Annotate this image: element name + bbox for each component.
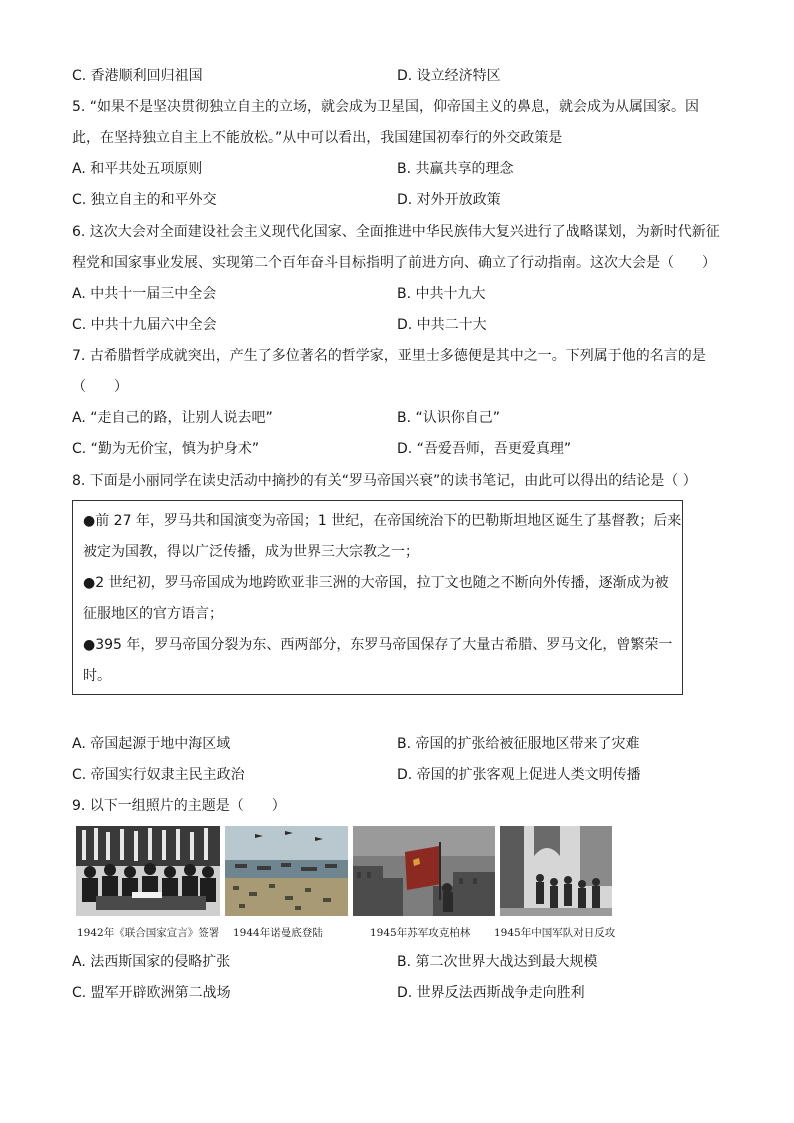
q7-option-c: C. “勤为无价宝，慎为护身术” [72,441,260,457]
note-3-line-2: 时。 [83,668,111,684]
q5-option-b: B. 共赢共享的理念 [397,161,514,177]
q7-option-a: A. “走自己的路，让别人说去吧” [72,410,273,426]
note-2-line-1: ●2 世纪初，罗马帝国成为地跨欧亚非三洲的大帝国，拉丁文也随之不断向外传播，逐渐成为被 [83,575,669,591]
photo-caption-4: 1945年中国军队对日反攻 [494,927,616,939]
q8-stem: 8. 下面是小丽同学在读史活动中摘抄的有关“罗马帝国兴衰”的读书笔记，由此可以得出的结论是（ ） [72,473,697,489]
q6-stem-line-1: 6. 这次大会对全面建设社会主义现代化国家、全面推进中华民族伟大复兴进行了战略谋划，为新时代新征 [72,224,720,240]
q6-option-d: D. 中共二十大 [397,317,487,333]
q6-option-b: B. 中共十九大 [397,286,486,302]
note-1-line-1: ●前 27 年，罗马共和国演变为帝国；1 世纪，在帝国统治下的巴勒斯坦地区诞生了基督教；后来 [83,513,682,529]
q5-option-d: D. 对外开放政策 [397,192,501,208]
q9-stem: 9. 以下一组照片的主题是（ ） [72,798,286,814]
q9-option-d: D. 世界反法西斯战争走向胜利 [397,985,585,1001]
q6-option-a: A. 中共十一届三中全会 [72,286,217,302]
q9-option-c: C. 盟军开辟欧洲第二战场 [72,985,231,1001]
q6-stem-line-2: 程党和国家事业发展、实现第二个百年奋斗目标指明了前进方向、确立了行动指南。这次大会是（ ） [72,255,716,271]
q4-option-c: C. 香港顺利回归祖国 [72,68,203,84]
photo-caption-1: 1942年《联合国家宣言》签署 [77,927,220,939]
q7-option-d: D. “吾爱吾师，吾更爱真理” [397,441,572,457]
q9-option-b: B. 第二次世界大战达到最大规模 [397,954,598,970]
q5-stem-line-2: 此，在坚持独立自主上不能放松。”从中可以看出，我国建国初奉行的外交政策是 [72,130,563,146]
photo-berlin-flag [353,826,495,916]
note-3-line-1: ●395 年，罗马帝国分裂为东、西两部分，东罗马帝国保存了大量古希腊、罗马文化，曾繁荣一 [83,637,673,653]
note-2-line-2: 征服地区的官方语言； [83,606,223,622]
q9-option-a: A. 法西斯国家的侵略扩张 [72,954,231,970]
photo-caption-3: 1945年苏军攻克柏林 [370,927,471,939]
q5-option-a: A. 和平共处五项原则 [72,161,203,177]
q8-option-d: D. 帝国的扩张客观上促进人类文明传播 [397,767,641,783]
q7-stem-line-1: 7. 古希腊哲学成就突出，产生了多位著名的哲学家，亚里士多德便是其中之一。下列属于他的名言的是 [72,348,706,364]
photo-caption-2: 1944年诺曼底登陆 [233,927,323,939]
reading-notes-box [72,500,683,695]
q8-option-a: A. 帝国起源于地中海区域 [72,736,231,752]
q7-stem-line-2: （ ） [72,379,128,395]
photo-normandy-landing [225,826,348,916]
q5-stem-line-1: 5. “如果不是坚决贯彻独立自主的立场，就会成为卫星国，仰帝国主义的鼻息，就会成为从属国家。因 [72,99,700,115]
q6-option-c: C. 中共十九届六中全会 [72,317,217,333]
q5-option-c: C. 独立自主的和平外交 [72,192,217,208]
q4-option-d: D. 设立经济特区 [397,68,501,84]
q8-option-b: B. 帝国的扩张给被征服地区带来了灾难 [397,736,640,752]
note-1-line-2: 被定为国教，得以广泛传播，成为世界三大宗教之一； [83,544,419,560]
photo-declaration-signing [76,826,220,916]
q8-option-c: C. 帝国实行奴隶主民主政治 [72,767,245,783]
photo-chinese-troops [500,826,612,916]
q7-option-b: B. “认识你自己” [397,410,501,426]
